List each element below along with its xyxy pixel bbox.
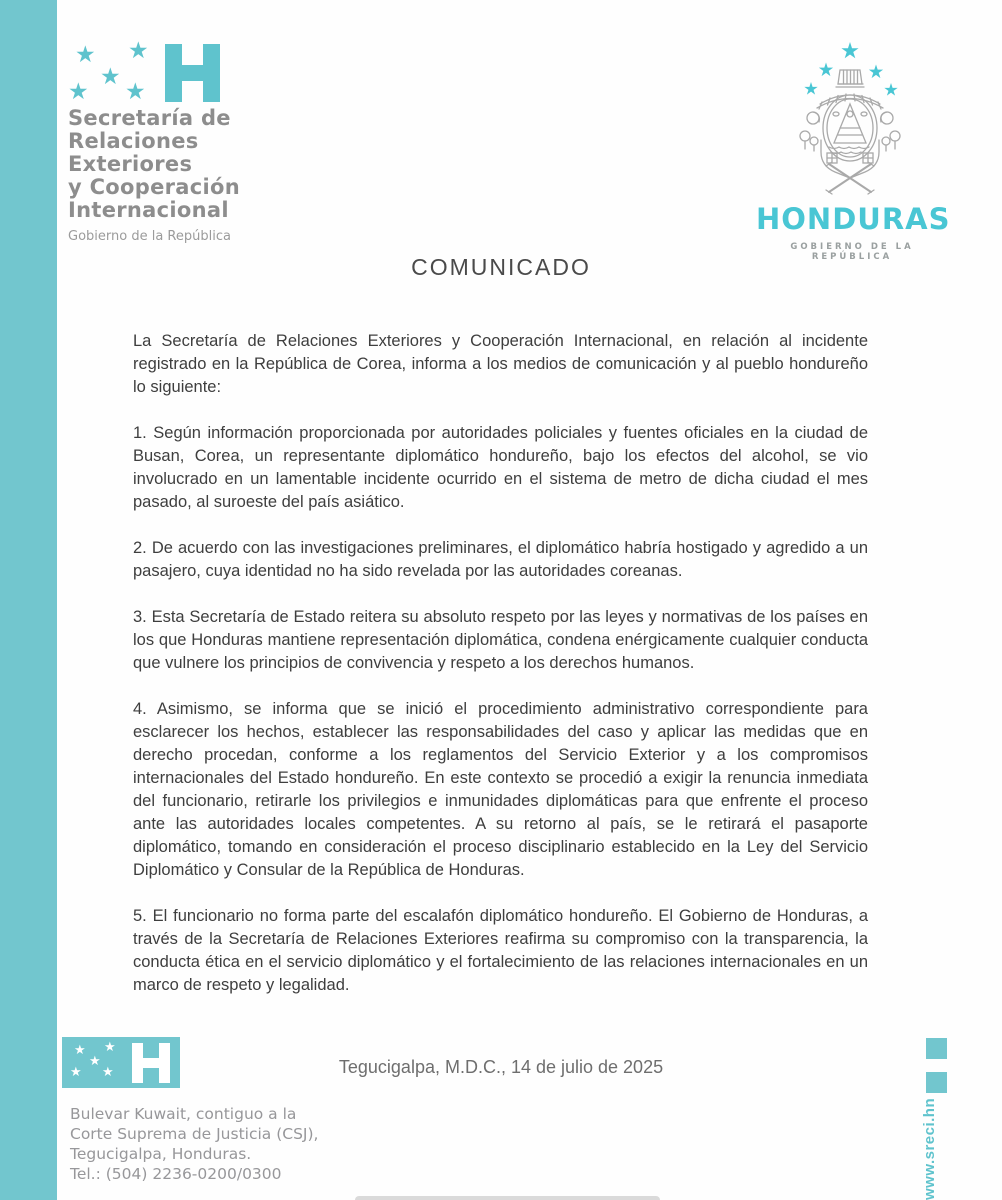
h-monogram-bar [203, 44, 220, 102]
ministry-name-line: Internacional [68, 198, 229, 222]
ministry-name-line: y Cooperación [68, 175, 240, 199]
star-icon: ★ [68, 79, 89, 105]
address-line: Bulevar Kuwait, contiguo a la [70, 1105, 297, 1123]
country-name: HONDURAS [756, 202, 951, 236]
dateline: Tegucigalpa, M.D.C., 14 de julio de 2025 [338, 1057, 664, 1077]
h-monogram-icon [165, 44, 220, 102]
paragraph: 3. Esta Secretaría de Estado reitera su absoluto respeto por las leyes y normativas de los países en los que Honduras mantiene representación diplomática, condena enérgicamente cualquier conducta que vulnere los principios de convivencia y respeto a los derechos humanos. [133, 608, 868, 672]
teal-square-icon [926, 1038, 947, 1059]
paragraph: La Secretaría de Relaciones Exteriores y Cooperación Internacional, en relación al incidente registrado en la República de Corea, informa a los medios de comunicación y al pueblo hondureño lo siguiente: [133, 332, 868, 396]
ministry-name-line: Secretaría de [68, 106, 231, 130]
website-vertical-text: www.sreci.hn [921, 1097, 938, 1200]
ministry-name [68, 107, 328, 222]
document-body [133, 330, 868, 1020]
star-icon: ★ [70, 1065, 82, 1080]
teal-square-icon [926, 1072, 947, 1093]
paragraph: 5. El funcionario no forma parte del escalafón diplomático hondureño. El Gobierno de Honduras, a través de la Secretaría de Relaciones Exteriores reafirma su compromiso con la transparencia, la conducta ética en el servicio diplomático y el fortalecimiento de las relaciones internacionales en un marco de respeto y legalidad. [133, 907, 868, 994]
left-accent-bar [0, 0, 57, 1200]
address-line: Tel.: (504) 2236-0200/0300 [70, 1165, 282, 1183]
star-icon: ★ [89, 1054, 101, 1069]
paragraph: 1. Según información proporcionada por autoridades policiales y fuentes oficiales en la ciudad de Busan, Corea, un representante diplomático hondureño, bajo los efectos del alcohol, se vio involucrado en un lamentable incidente ocurrido en el sistema de metro de dicha ciudad el mes pasado, al suroeste del país asiático. [133, 424, 868, 511]
paragraph: 4. Asimismo, se informa que se inició el procedimiento administrativo correspondiente para esclarecer los hechos, establecer las responsabilidades del caso y aplicar las medidas que en derecho procedan, conforme a los reglamentos del Servicio Exterior y a los compromisos internacionales del Estado hondureño. En este contexto se procedió a exigir la renuncia inmediata del funcionario, retirarle los privilegios e inmunidades diplomáticas para que enfrente el proceso ante las autoridades locales competentes. A su retorno al país, se le retirará el pasaporte diplomático, tomando en consideración el proceso disciplinario establecido en la Ley del Servicio Diplomático y Consular de la República de Honduras. [133, 700, 868, 879]
ministry-name-line: Exteriores [68, 152, 193, 176]
bottom-bar-artifact [355, 1196, 660, 1200]
address-line: Tegucigalpa, Honduras. [70, 1145, 252, 1163]
ministry-tagline: Gobierno de la República [68, 229, 231, 244]
document-title: COMUNICADO [411, 254, 591, 280]
address-line: Corte Suprema de Justicia (CSJ), [70, 1125, 319, 1143]
government-tagline: GOBIERNO DE LA REPÚBLICA [790, 242, 914, 262]
honduras-brand-logo [756, 40, 951, 262]
star-icon: ★ [128, 38, 149, 64]
star-icon: ★ [100, 64, 121, 90]
star-icon: ★ [75, 42, 96, 68]
coat-of-arms-icon [777, 40, 927, 200]
sre-ministry-logo [68, 38, 328, 244]
paragraph: 2. De acuerdo con las investigaciones preliminares, el diplomático habría hostigado y agredido a un pasajero, cuya identidad no ha sido revelada por las autoridades coreanas. [133, 539, 868, 580]
star-icon: ★ [125, 79, 146, 105]
star-icon: ★ [104, 1040, 116, 1055]
star-icon: ★ [102, 1065, 114, 1080]
star-icon: ★ [74, 1043, 86, 1058]
address-block [70, 1104, 318, 1184]
flag-h-logo-icon [68, 38, 228, 105]
ministry-name-line: Relaciones [68, 129, 199, 153]
